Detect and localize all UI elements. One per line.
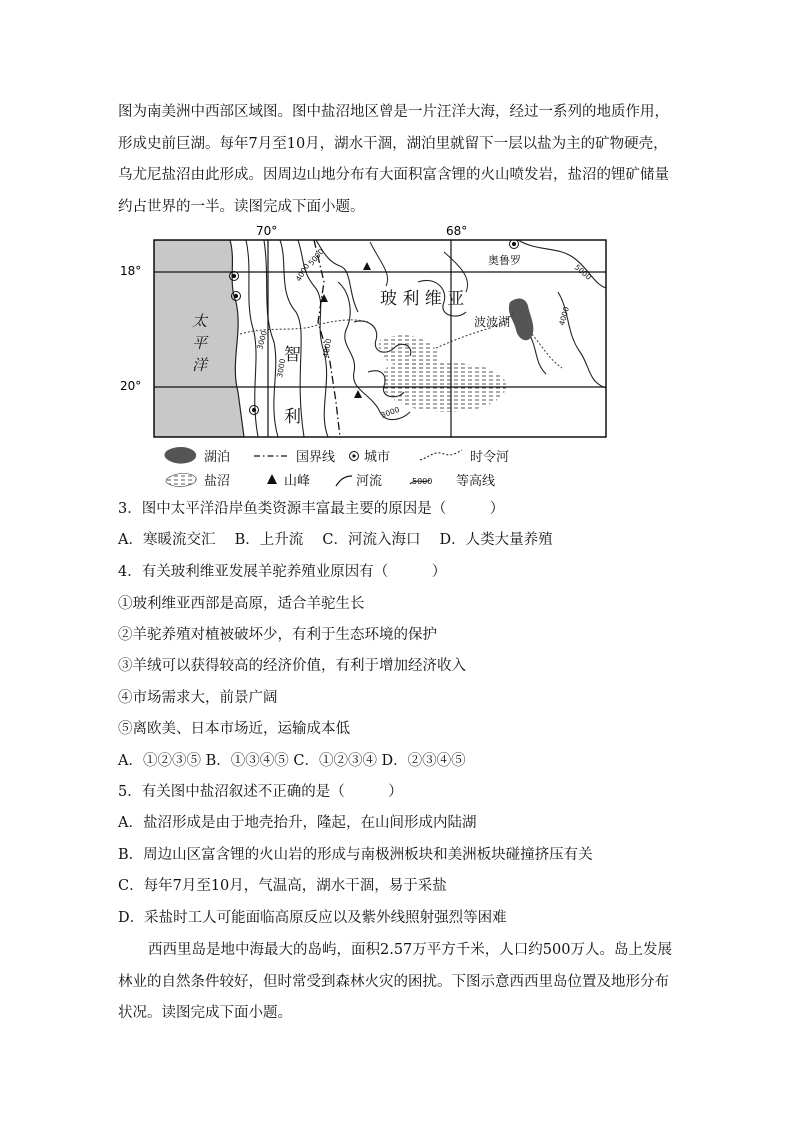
question-5-stem: 5．有关图中盐沼叙述不正确的是（ ）: [118, 784, 403, 800]
city-icon: [350, 452, 359, 461]
ocean-label-char: 平: [192, 334, 208, 352]
question-4-stem: 4．有关玻利维亚发展羊驼养殖业原因有（ ）: [118, 564, 447, 580]
legend-label-river: 河流: [356, 474, 383, 489]
intro-paragraph-1: 图为南美洲中西部区域图。图中盐沼地区曾是一片汪洋大海，经过一系列的地质作用，形成史前巨湖。每年7月至10月，湖水干涸，湖泊里就留下一层以盐为主的矿物硬壳，乌尤尼盐沼由此形成。因周边山地分布有大面积富含锂的火山喷发岩，盐沼的锂矿储量约占世界的一半。读图完成下面小题。: [118, 104, 669, 215]
contour-label: 4000: [293, 261, 312, 283]
salt-marsh-icon: [166, 474, 196, 487]
question-4-item: ⑤离欧美、日本市场近，运输成本低: [118, 721, 350, 737]
country-label-chile: 利: [284, 407, 301, 427]
contour-label: 4000: [557, 305, 571, 327]
legend-label-salt-marsh: 盐沼: [204, 474, 231, 489]
seasonal-river-icon: [420, 450, 462, 460]
legend-label-city: 城市: [364, 450, 391, 465]
contour-label: 3000: [255, 329, 269, 351]
contour-label: 3000: [275, 357, 288, 379]
question-3-options: A．寒暖流交汇 B．上升流 C．河流入海口 D．人类大量养殖: [118, 532, 553, 548]
intro-paragraph-2: 西西里岛是地中海最大的岛屿，面积2.57万平方千米，人口约500万人。岛上发展林业的自然条件较好，但时常受到森林火灾的困扰。下图示意西西里岛位置及地形分布状况。读图完成下面小题。: [118, 942, 672, 1021]
question-4-item: ①玻利维亚西部是高原，适合羊驼生长: [118, 596, 365, 612]
contour-label: 5000: [572, 262, 594, 282]
country-label-bolivia: 玻 利 维 亚: [380, 289, 465, 309]
contour-label: 3000: [379, 404, 401, 420]
peak-icon: [363, 262, 371, 270]
ocean-label-char: 洋: [192, 356, 208, 374]
question-5-option: C．每年7月至10月，气温高，湖水干涸，易于采盐: [118, 878, 447, 894]
question-3-stem: 3．图中太平洋沿岸鱼类资源丰富最主要的原因是（ ）: [118, 501, 505, 517]
country-label-chile: 智: [284, 345, 301, 365]
river-icon: [336, 476, 352, 486]
city-label-oruro: 奥鲁罗: [488, 254, 521, 267]
legend-label-border: 国界线: [296, 450, 336, 465]
question-4-item: ③羊绒可以获得较高的经济价值，有利于增加经济收入: [118, 658, 466, 674]
legend-label-seasonal-river: 时令河: [470, 450, 510, 465]
south-america-map: [118, 222, 610, 490]
lake-poopo-shape: [509, 299, 533, 341]
legend-label-lake: 湖泊: [204, 450, 231, 465]
question-5-option: B．周边山区富含锂的火山岩的形成与南极洲板块和美洲板块碰撞挤压有关: [118, 847, 593, 863]
contour-sample-label: 5000: [412, 477, 433, 486]
longitude-label-68: 68°: [446, 224, 468, 238]
ocean-label-char: 太: [192, 312, 208, 330]
latitude-label-18: 18°: [120, 264, 142, 278]
question-4-item: ②羊驼养殖对植被破坏少，有利于生态环境的保护: [118, 627, 437, 643]
lake-label-poopo: 波波湖: [474, 315, 511, 329]
question-4-options: A．①②③⑤ B．①③④⑤ C．①②③④ D．②③④⑤: [118, 753, 466, 769]
question-5-option: A．盐沼形成是由于地壳抬升，隆起，在山间形成内陆湖: [118, 815, 477, 831]
contour-label: 5000: [306, 246, 326, 268]
question-5-option: D．采盐时工人可能面临高原反应以及紫外线照射强烈等困难: [118, 910, 507, 926]
peak-icon: [320, 294, 328, 302]
longitude-label-70: 70°: [256, 224, 278, 238]
peak-icon: [354, 390, 362, 398]
legend-label-contour: 等高线: [456, 474, 496, 489]
question-4-item: ④市场需求大，前景广阔: [118, 690, 278, 706]
latitude-label-20: 20°: [120, 379, 142, 393]
legend-label-peak: 山峰: [284, 474, 311, 489]
lake-icon: [165, 447, 197, 464]
peak-icon: [267, 474, 277, 484]
contour-label: 4000: [321, 337, 334, 359]
